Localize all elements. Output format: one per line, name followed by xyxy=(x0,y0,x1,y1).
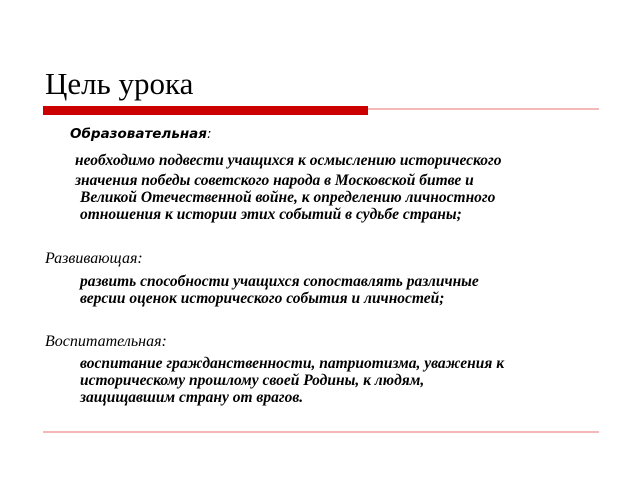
upbringing-line-3: защищавшим страну от врагов. xyxy=(80,389,304,406)
slide-title: Цель урока xyxy=(45,66,194,101)
upbringing-heading: Воспитательная: xyxy=(45,333,167,350)
upbringing-line-1: воспитание гражданственности, патриотизма, уважения к xyxy=(80,355,505,372)
educational-line-4: отношения к истории этих событий в судьбе страны; xyxy=(80,206,462,223)
developmental-heading: Развивающая: xyxy=(45,250,143,267)
upbringing-line-2: историческому прошлому своей Родины, к людям, xyxy=(80,372,425,389)
developmental-line-2: версии оценок исторического события и личностей; xyxy=(80,290,445,307)
educational-line-3: Великой Отечественной войне, к определению личностного xyxy=(80,189,496,206)
bottom-rule xyxy=(43,431,599,433)
educational-line-1: необходимо подвести учащихся к осмыслению исторического xyxy=(75,152,502,169)
developmental-line-1: развить способности учащихся сопоставлять различные xyxy=(80,273,479,290)
educational-heading: Образовательная: xyxy=(70,126,212,142)
educational-line-2: значения победы советского народа в Московской битве и xyxy=(75,172,474,189)
title-underline-accent xyxy=(43,106,368,115)
